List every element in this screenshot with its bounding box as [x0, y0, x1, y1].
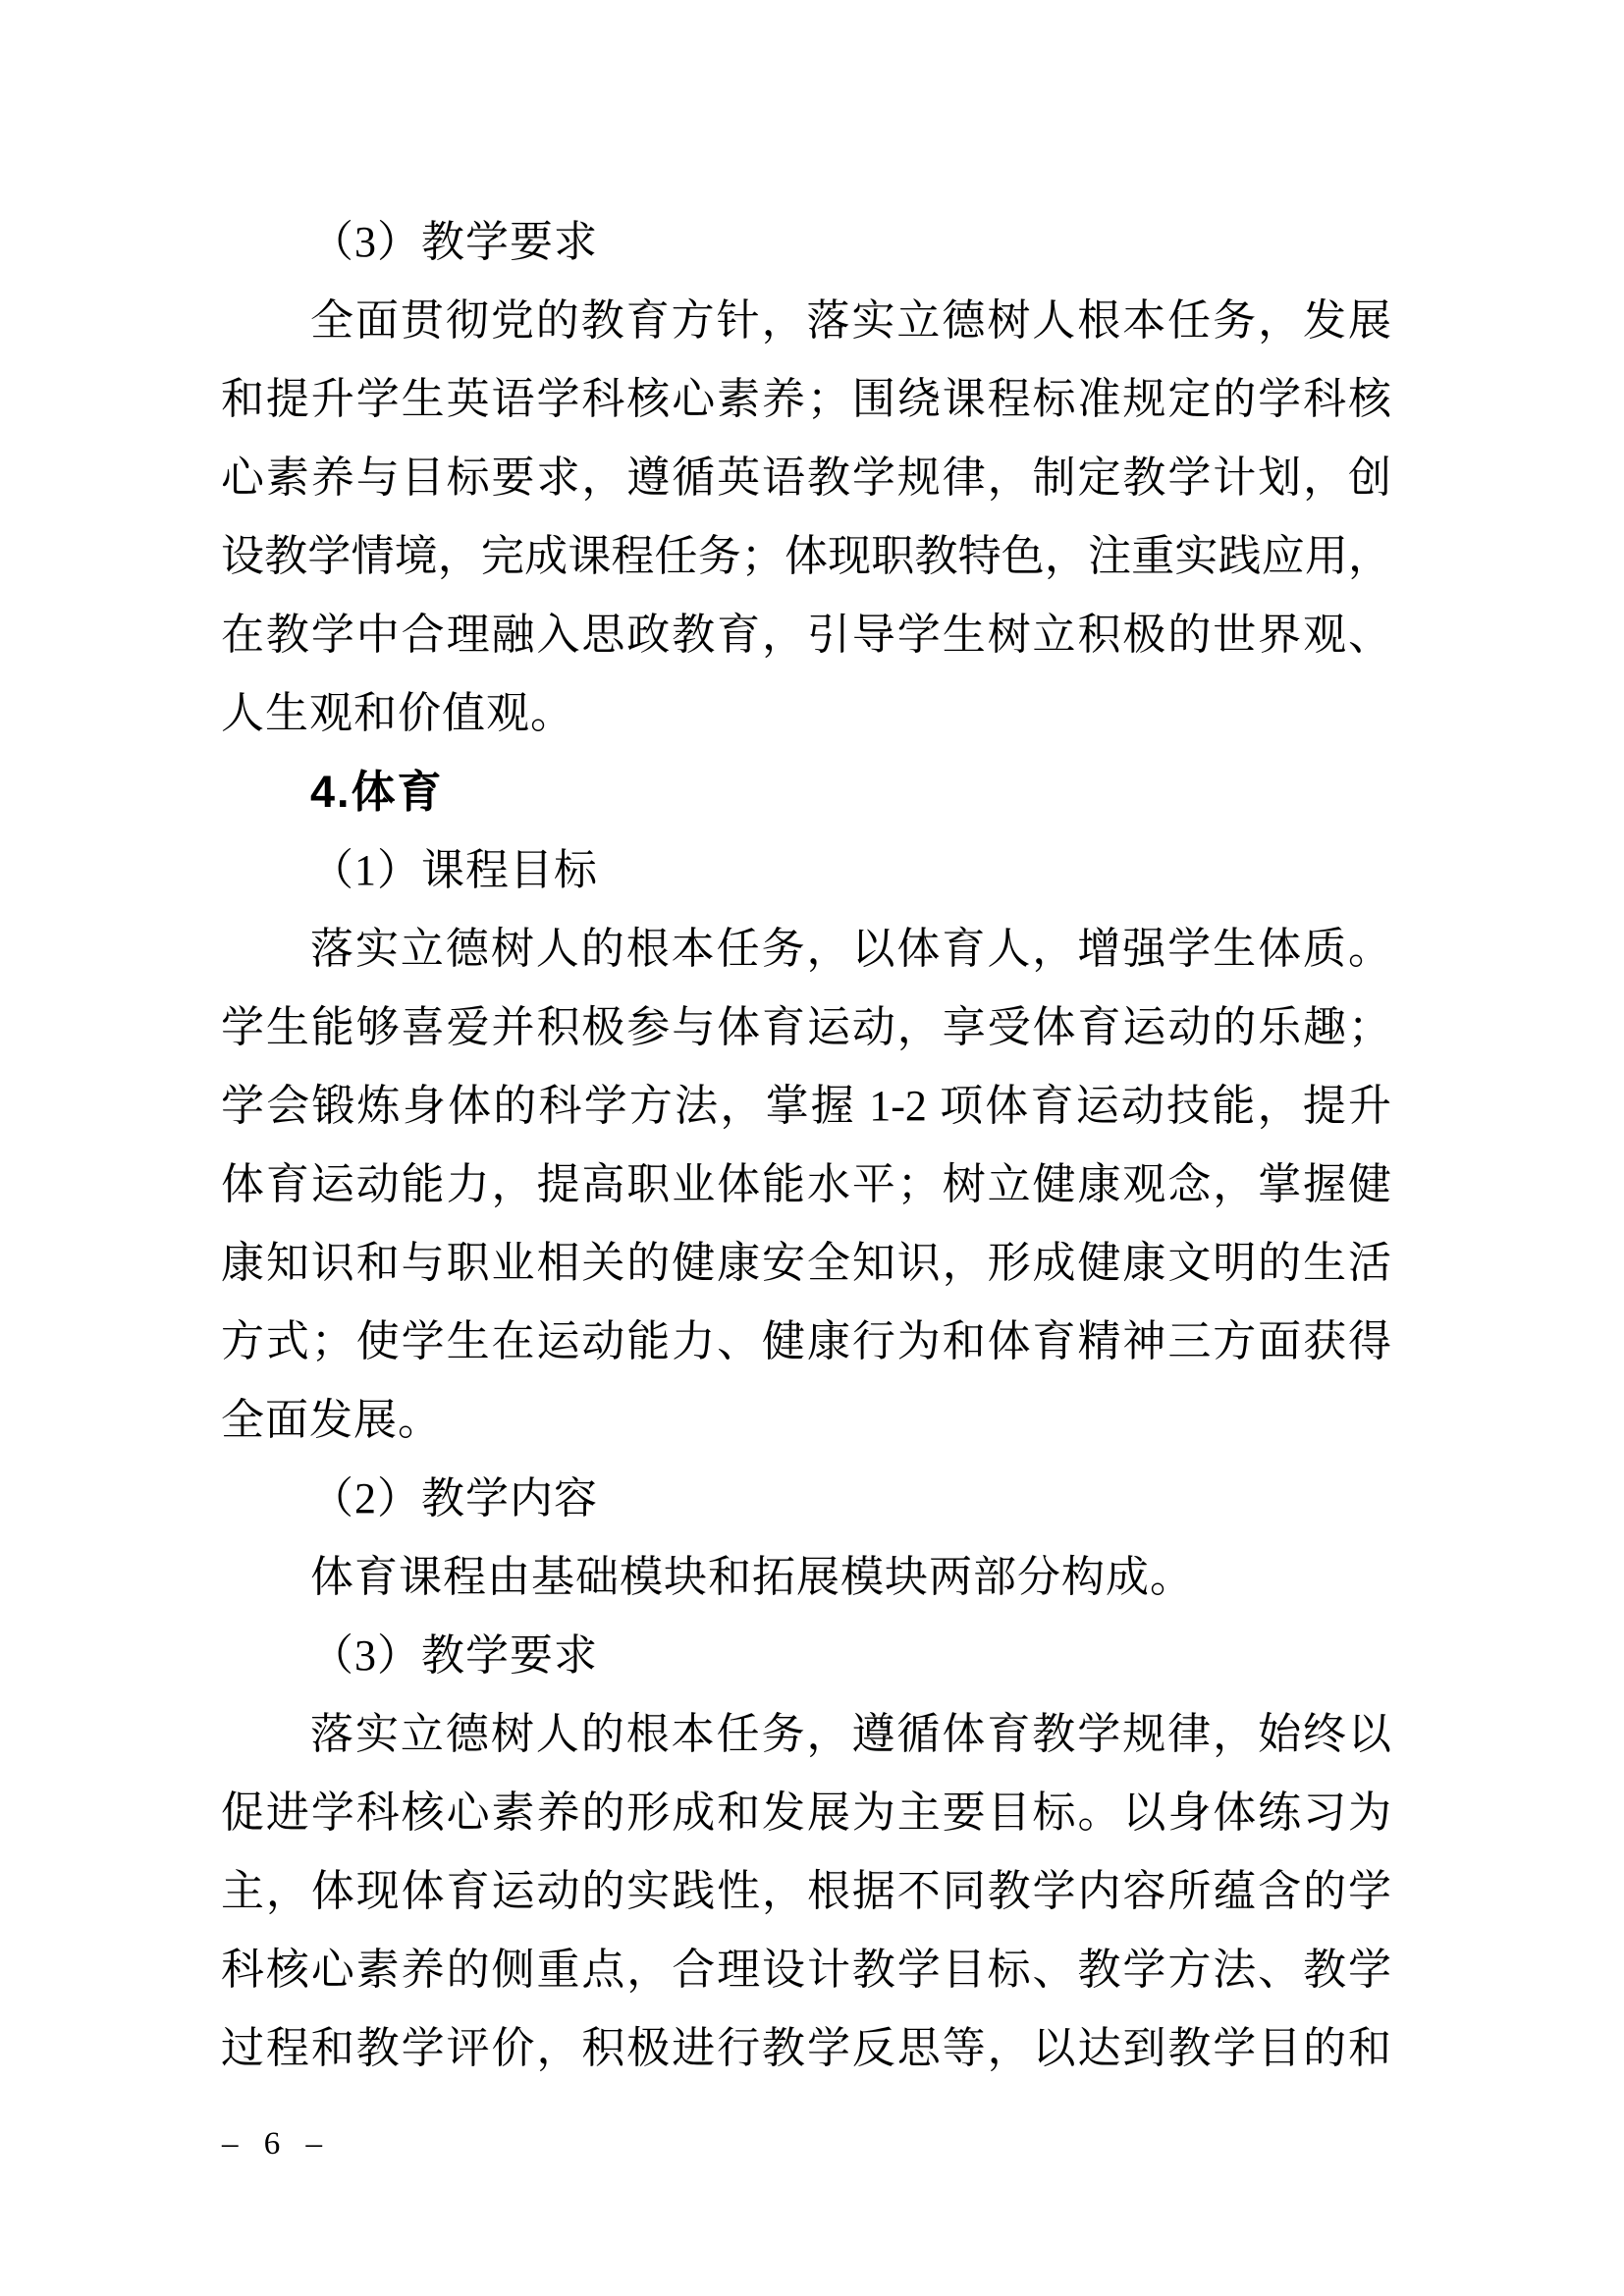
text-line: 人生观和价值观。 [221, 689, 574, 737]
text-line: 过程和教学评价，积极进行教学反思等，以达到教学目的和 [221, 2024, 1391, 2072]
text-line: 心素养与目标要求，遵循英语教学规律，制定教学计划，创 [221, 454, 1391, 502]
text-line: 主，体现体育运动的实践性，根据不同教学内容所蕴含的学 [221, 1867, 1391, 1915]
section-heading-teaching-requirements-pe: （3）教学要求 [310, 1631, 598, 1680]
document-body [221, 203, 1391, 2088]
text-line: 方式；使学生在运动能力、健康行为和体育精神三方面获得 [221, 1317, 1391, 1365]
text-line: 全面发展。 [221, 1396, 442, 1444]
text-line: 全面贯彻党的教育方针，落实立德树人根本任务，发展 [310, 296, 1391, 345]
text-line: 体育运动能力，提高职业体能水平；树立健康观念，掌握健 [221, 1160, 1391, 1208]
text-line: 科核心素养的侧重点，合理设计教学目标、教学方法、教学 [221, 1946, 1391, 1994]
text-line: 在教学中合理融入思政教育，引导学生树立积极的世界观、 [221, 611, 1391, 659]
section-heading-teaching-content: （2）教学内容 [310, 1474, 598, 1522]
section-heading-teaching-requirements-english: （3）教学要求 [310, 218, 598, 266]
text-line: 和提升学生英语学科核心素养；围绕课程标准规定的学科核 [221, 375, 1391, 423]
text-line: 落实立德树人的根本任务，以体育人，增强学生体质。 [310, 925, 1391, 973]
text-line: 学生能够喜爱并积极参与体育运动，享受体育运动的乐趣； [221, 1003, 1391, 1051]
text-line: 设教学情境，完成课程任务；体现职教特色，注重实践应用， [221, 532, 1391, 580]
text-line: 康知识和与职业相关的健康安全知识，形成健康文明的生活 [221, 1239, 1391, 1287]
section-heading-course-objectives: （1）课程目标 [310, 846, 598, 894]
section-heading-physical-education: 4.体育 [310, 767, 444, 817]
text-line: 学会锻炼身体的科学方法，掌握 1-2 项体育运动技能，提升 [221, 1082, 1391, 1130]
text-line: 促进学科核心素养的形成和发展为主要目标。以身体练习为 [221, 1789, 1391, 1837]
text-line: 落实立德树人的根本任务，遵循体育教学规律，始终以 [310, 1710, 1391, 1758]
page-number: – 6 – [222, 2126, 331, 2162]
text-line: 体育课程由基础模块和拓展模块两部分构成。 [310, 1553, 1194, 1601]
